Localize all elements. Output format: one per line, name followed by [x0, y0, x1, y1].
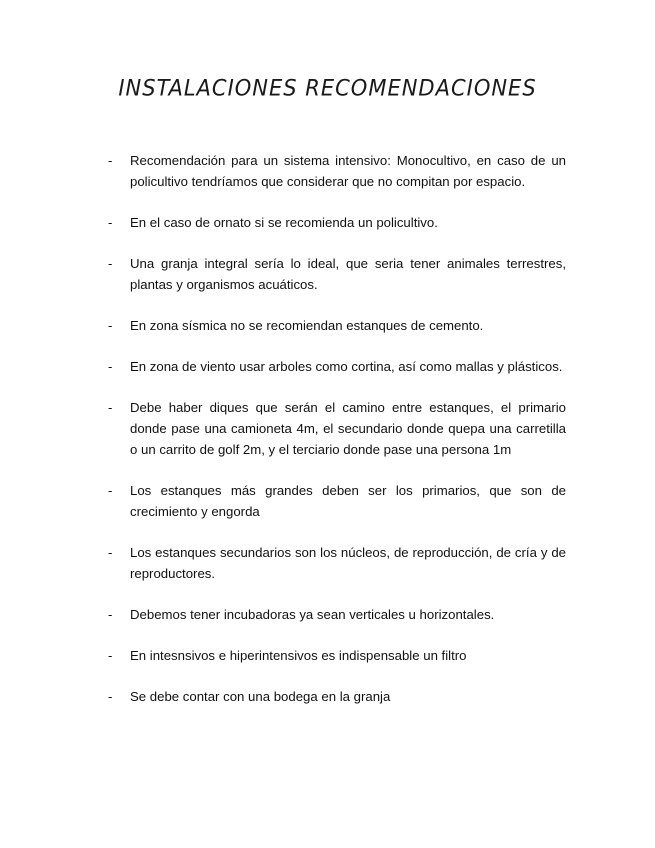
- page-title: INSTALACIONES RECOMENDACIONES: [118, 75, 537, 101]
- bullet-dash: -: [108, 153, 113, 168]
- bullet-dash: -: [108, 607, 113, 622]
- list-item: [108, 686, 566, 707]
- bullet-dash: -: [108, 359, 113, 374]
- list-item-text: Recomendación para un sistema intensivo: Monocultivo, en caso de un policultivo tendríamos que considerar que no compitan por espacio.: [130, 153, 566, 189]
- list-item-text: Los estanques más grandes deben ser los primarios, que son de crecimiento y engorda: [130, 483, 566, 519]
- list-item: [108, 212, 566, 233]
- list-item-text: En el caso de ornato si se recomienda un policultivo.: [130, 215, 438, 230]
- bullet-dash: -: [108, 689, 113, 704]
- list-item: [108, 480, 566, 522]
- list-item-text: En zona sísmica no se recomiendan estanques de cemento.: [130, 318, 484, 333]
- bullet-dash: -: [108, 400, 113, 415]
- list-item-text: Debemos tener incubadoras ya sean verticales u horizontales.: [130, 607, 495, 622]
- list-item-text: En intesnsivos e hiperintensivos es indispensable un filtro: [130, 648, 467, 663]
- list-item: [108, 604, 566, 625]
- bullet-dash: -: [108, 215, 113, 230]
- list-item: [108, 542, 566, 584]
- bullet-dash: -: [108, 318, 113, 333]
- bullet-dash: -: [108, 256, 113, 271]
- recommendations-list: [108, 150, 566, 727]
- list-item-text: En zona de viento usar arboles como cortina, así como mallas y plásticos.: [130, 359, 563, 374]
- list-item: [108, 397, 566, 460]
- list-item: [108, 356, 566, 377]
- bullet-dash: -: [108, 483, 113, 498]
- bullet-dash: -: [108, 648, 113, 663]
- list-item: [108, 315, 566, 336]
- list-item: [108, 645, 566, 666]
- list-item: [108, 253, 566, 295]
- list-item-text: Se debe contar con una bodega en la granja: [130, 689, 391, 704]
- bullet-dash: -: [108, 545, 113, 560]
- list-item-text: Los estanques secundarios son los núcleos, de reproducción, de cría y de reproductores.: [130, 545, 566, 581]
- list-item: [108, 150, 566, 192]
- list-item-text: Una granja integral sería lo ideal, que seria tener animales terrestres, plantas y organismos acuáticos.: [130, 256, 566, 292]
- list-item-text: Debe haber diques que serán el camino entre estanques, el primario donde pase una camioneta 4m, el secundario donde quepa una carretilla o un carrito de golf 2m, y el terciario donde pase una persona 1m: [130, 400, 566, 457]
